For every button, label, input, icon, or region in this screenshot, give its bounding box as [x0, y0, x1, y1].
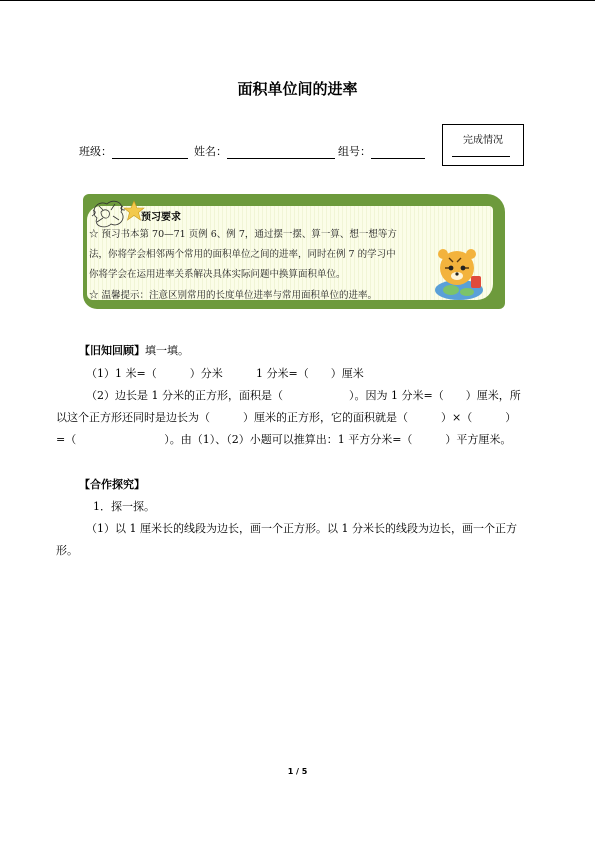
page-number: 1 / 5: [287, 767, 308, 776]
top-rule: [0, 0, 595, 1]
review-q2-line-3: =（ ）。由（1）、（2）小题可以推算出：1 平方分米=（ ）平方厘米。: [56, 433, 512, 446]
tiger-mascot-icon: [431, 246, 485, 302]
preview-heading: 预习要求: [141, 212, 181, 223]
preview-banner: [83, 194, 505, 309]
preview-line-2: 法，你将学会相邻两个常用的面积单位之间的进率，同时在例 7 的学习中: [89, 249, 396, 260]
review-heading: 【旧知回顾】: [79, 344, 145, 357]
review-instruction: 填一填。: [145, 344, 189, 357]
page-title: 面积单位间的进率: [237, 80, 358, 98]
review-q1b: 1 分米=（ ）厘米: [256, 367, 364, 380]
explore-item-1-line-1: （1）以 1 厘米长的线段为边长，画一个正方形。以 1 分米长的线段为边长，画一个正方: [86, 522, 517, 535]
review-q2-line-1: （2）边长是 1 分米的正方形，面积是（ ）。因为 1 分米=（ ）厘米，所: [86, 389, 521, 402]
completion-status-box: [442, 124, 524, 166]
completion-status-line: [452, 156, 510, 157]
explore-item-1-line-2: 形。: [56, 544, 78, 557]
group-label: 组号：: [338, 143, 425, 159]
completion-status-label: 完成情况: [463, 135, 503, 146]
preview-line-1: ☆ 预习书本第 70—71 页例 6、例 7，通过摆一摆、算一算、想一想等方: [89, 229, 397, 240]
explore-item-1: 1．探一探。: [93, 500, 155, 513]
explore-heading: 【合作探究】: [79, 478, 145, 491]
class-label: 班级：: [79, 143, 188, 159]
preview-line-3: 你将学会在运用进率关系解决具体实际问题中换算面积单位。: [89, 269, 346, 280]
review-q1a: （1）1 米=（ ）分米: [86, 367, 223, 380]
preview-line-4: ☆ 温馨提示：注意区别常用的长度单位进率与常用面积单位的进率。: [89, 290, 378, 301]
review-section: [79, 342, 189, 358]
name-label: 姓名：: [194, 143, 335, 159]
review-q2-line-2: 以这个正方形还同时是边长为（ ）厘米的正方形，它的面积就是（ ）×（ ）: [56, 411, 517, 424]
